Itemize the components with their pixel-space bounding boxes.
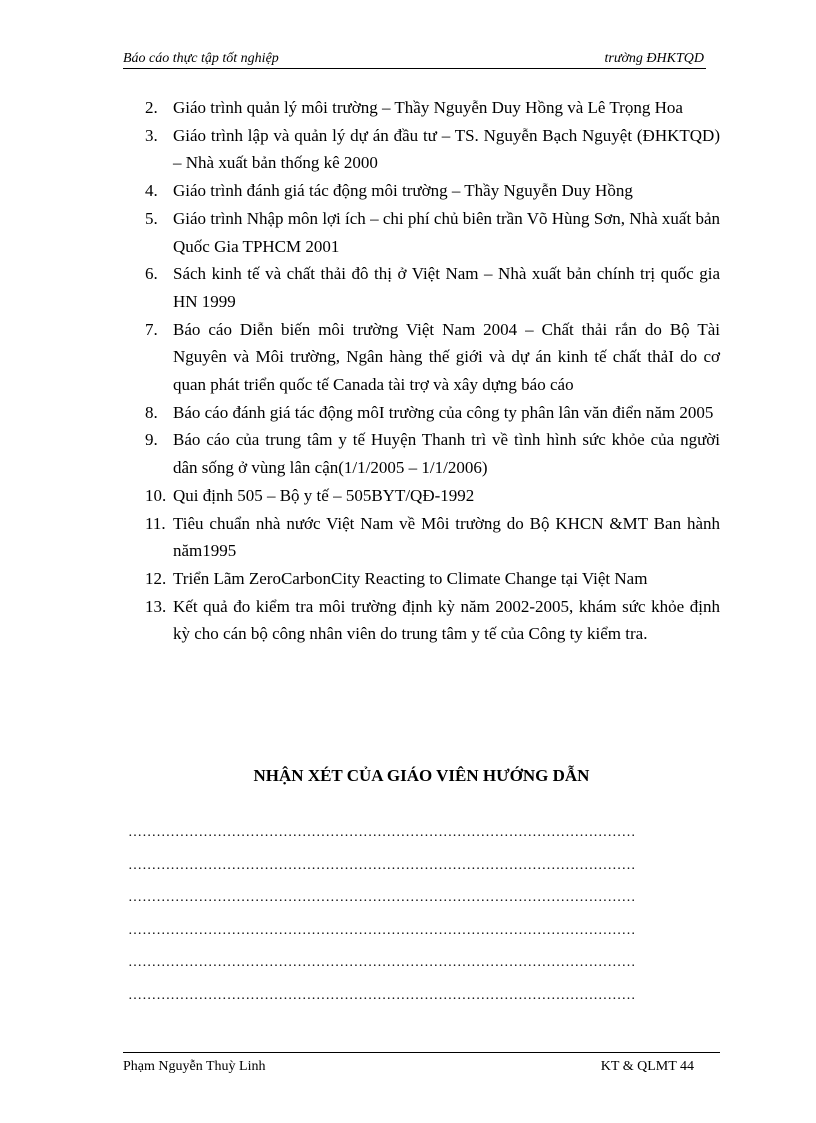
reference-item bbox=[145, 426, 720, 481]
reference-text: Báo cáo của trung tâm y tế Huyện Thanh trì về tình hình sức khỏe của người dân sống ở vùng lân cận(1/1/2005 – 1/1/2006) bbox=[173, 430, 720, 478]
reference-number: 12. bbox=[145, 568, 167, 588]
reference-item bbox=[145, 316, 720, 399]
reference-item bbox=[145, 205, 720, 260]
section-title: NHẬN XÉT CỦA GIÁO VIÊN HƯỚNG DẪN bbox=[253, 766, 590, 785]
reference-number: 13. bbox=[145, 596, 167, 616]
footer-author: Phạm Nguyễn Thuỳ Linh bbox=[123, 1059, 266, 1074]
reference-text: Giáo trình Nhập môn lợi ích – chi phí chủ biên trần Võ Hùng Sơn, Nhà xuất bản Quốc Gia TPHCM 2001 bbox=[173, 208, 720, 256]
reference-number: 4. bbox=[145, 181, 158, 201]
reference-text: Kết quả đo kiểm tra môi trường định kỳ năm 2002-2005, khám sức khỏe định kỳ cho cán bộ công nhân viên do trung tâm y tế của Công ty kiểm tra. bbox=[173, 596, 720, 644]
reference-number: 8. bbox=[145, 402, 158, 422]
reference-number: 5. bbox=[145, 208, 158, 228]
comment-dot-line: ……………………………………………………………………………………………… bbox=[128, 890, 636, 906]
reference-number: 2. bbox=[145, 98, 158, 117]
reference-list bbox=[145, 94, 720, 648]
page-footer bbox=[123, 1052, 720, 1074]
reference-text: Giáo trình đánh giá tác động môi trường – Thầy Nguyễn Duy Hồng bbox=[173, 181, 633, 201]
reference-text: Qui định 505 – Bộ y tế – 505BYT/QĐ-1992 bbox=[173, 485, 475, 505]
reference-text: Giáo trình lập và quản lý dự án đầu tư – TS. Nguyễn Bạch Nguyệt (ĐHKTQD) – Nhà xuất bản thống kê 2000 bbox=[173, 125, 720, 173]
comment-dot-line: ……………………………………………………………………………………………… bbox=[128, 922, 636, 938]
reference-number: 11. bbox=[145, 513, 166, 533]
reference-number: 10. bbox=[145, 485, 167, 505]
reference-text: Tiêu chuẩn nhà nước Việt Nam về Môi trường do Bộ KHCN &MT Ban hành năm1995 bbox=[173, 513, 720, 561]
reference-item bbox=[145, 122, 720, 177]
header-school: trường ĐHKTQD bbox=[604, 51, 704, 66]
reference-text: Triển Lãm ZeroCarbonCity Reacting to Climate Change tại Việt Nam bbox=[173, 568, 648, 588]
reference-text: Báo cáo đánh giá tác động môI trường của công ty phân lân văn điển năm 2005 bbox=[173, 402, 714, 422]
footer-class: KT & QLMT 44 bbox=[600, 1059, 694, 1074]
comment-dot-line: ……………………………………………………………………………………………… bbox=[128, 825, 636, 840]
reference-item bbox=[145, 260, 720, 315]
comment-dot-line: ……………………………………………………………………………………………… bbox=[128, 987, 636, 1003]
comment-dot-line: ……………………………………………………………………………………………… bbox=[128, 857, 636, 873]
reference-item bbox=[145, 593, 720, 648]
reference-item bbox=[145, 482, 720, 510]
reference-item bbox=[145, 177, 720, 205]
reference-item bbox=[145, 510, 720, 565]
reference-item bbox=[145, 565, 720, 593]
reference-item bbox=[145, 399, 720, 427]
comment-lines bbox=[128, 825, 728, 1021]
reference-number: 6. bbox=[145, 264, 158, 284]
reference-number: 7. bbox=[145, 319, 158, 339]
header-report-title: Báo cáo thực tập tốt nghiệp bbox=[123, 51, 279, 66]
comment-dot-line: ……………………………………………………………………………………………… bbox=[128, 955, 636, 971]
reference-text: Báo cáo Diễn biến môi trường Việt Nam 2004 – Chất thải rắn do Bộ Tài Nguyên và Môi trường, Ngân hàng thế giới và dự án kinh tế chất thảI do cơ quan phát triển quốc tế Canada tài trợ và xây dựng báo cáo bbox=[173, 319, 720, 395]
reference-number: 9. bbox=[145, 430, 158, 450]
reference-number: 3. bbox=[145, 125, 158, 145]
reference-text: Giáo trình quản lý môi trường – Thầy Nguyễn Duy Hồng và Lê Trọng Hoa bbox=[173, 98, 683, 117]
reference-text: Sách kinh tế và chất thải đô thị ở Việt Nam – Nhà xuất bản chính trị quốc gia HN 1999 bbox=[173, 264, 720, 311]
reference-item bbox=[145, 94, 720, 122]
page-header bbox=[123, 50, 706, 69]
